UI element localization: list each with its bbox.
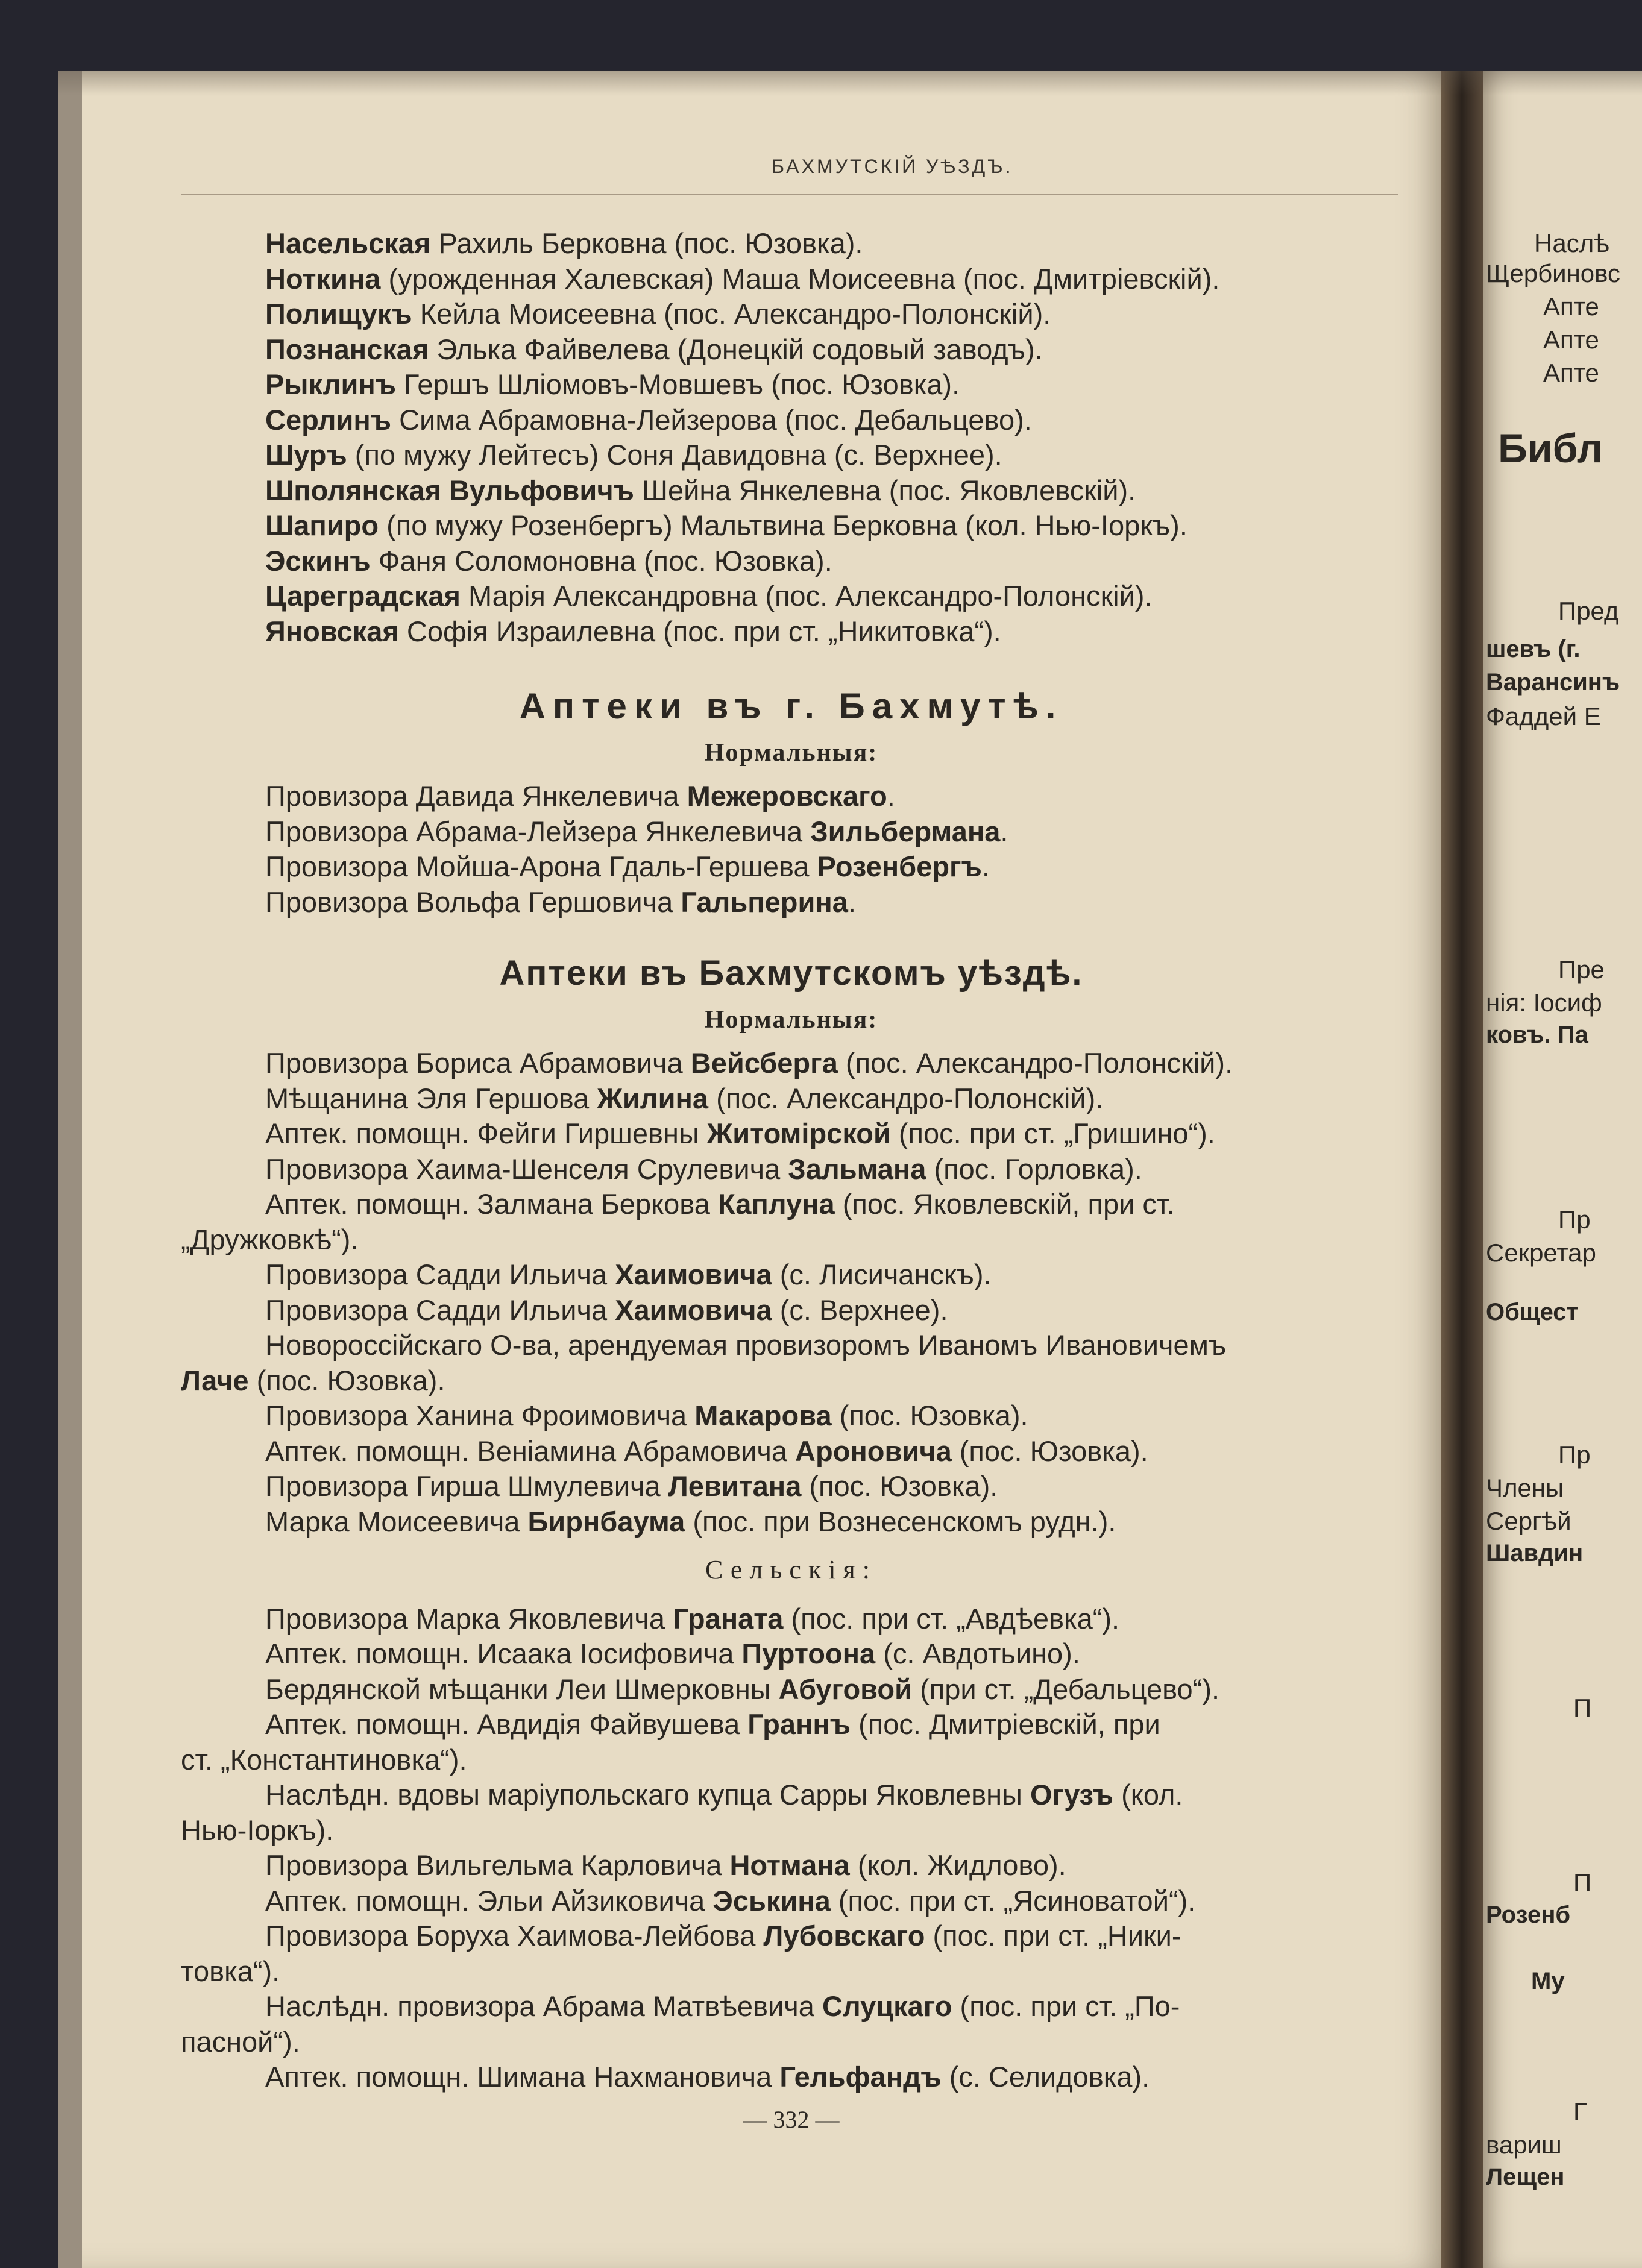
right-page-text: П [1573,1868,1592,1897]
right-page-text: ковъ. Па [1486,1022,1588,1048]
page-top-shadow [58,71,1642,95]
surname: Розенбергъ [817,850,982,882]
entry-text: (кол. [1113,1779,1183,1811]
list-item [181,1954,1401,1990]
list-item [181,1707,1401,1742]
surname: Полищукъ [265,298,412,330]
entry-text: Провизора Ханина Фроимовича [265,1399,695,1431]
surname: Межеровскаго [687,780,887,812]
entry-text: Кейла Моисеевна (пос. Александро-Полонскій). [412,298,1051,330]
surname: Абуговой [778,1673,913,1705]
entry-text: Элька Файвелева (Донецкій содовый заводъ). [429,333,1043,365]
surname: Познанская [265,333,429,365]
list-item [181,885,1401,920]
surname: Шполянская Вульфовичъ [265,474,634,506]
list-item [181,1293,1401,1328]
right-page-text: Фаддей Е [1486,702,1601,730]
list-item [181,1363,1401,1399]
list-item [181,1328,1401,1363]
right-page-text: П [1573,1694,1592,1722]
list-item [181,1398,1401,1434]
entry-text: Провизора Боруха Хаимова-Лейбова [265,1920,764,1952]
right-page [1483,71,1642,2268]
entry-text: (пос. при Вознесенскомъ рудн.). [685,1505,1116,1538]
entry-text: товка“). [181,1955,280,1987]
list-item [181,814,1401,850]
entry-text: Марка Моисеевича [265,1505,528,1538]
entry-text: Шейна Янкелевна (пос. Яковлевскій). [634,474,1136,506]
right-page-text: Г [1573,2097,1587,2126]
list-item [181,1777,1401,1813]
list-item [181,438,1401,473]
entry-text: Аптек. помощн. Авдидія Файвушева [265,1708,748,1740]
page-body [181,226,1401,2137]
entry-text: (пос. Юзовка). [831,1399,1028,1431]
page-edge [58,71,82,2268]
section-list [181,1601,1401,2095]
list-item [181,1469,1401,1504]
list-item [181,1813,1401,1849]
list-item [181,1504,1401,1540]
section-subtitle-rural: Сельскія: [705,1555,878,1585]
entry-text: Провизора Марка Яковлевича [265,1602,673,1635]
page-number: — 332 — [743,2105,840,2133]
list-item [181,508,1401,544]
surname: Жилина [597,1082,709,1114]
entry-text: Провизора Садди Ильича [265,1293,615,1326]
surname: Нотмана [729,1849,850,1881]
surname: Граннъ [747,1708,851,1740]
entry-text: (по мужу Розенбергъ) Мальтвина Берковна (кол. Нью-Іоркъ). [379,509,1187,541]
entry-text: (по мужу Лейтесъ) Соня Давидовна (с. Верхнее). [347,439,1002,471]
entry-text: Софія Израилевна (пос. при ст. „Никитовка“). [398,615,1001,647]
right-page-text: Апте [1543,292,1599,321]
section-title-bakhmut-city: Аптеки въ г. Бахмутѣ. [519,686,1063,726]
list-item [181,1848,1401,1883]
right-page-text: Библ [1498,426,1603,471]
surname: Яновская [265,615,399,647]
surname: Вейсберга [690,1047,838,1079]
entry-text: (пос. Горловка). [926,1152,1142,1185]
entry-text: ст. „Константиновка“). [181,1743,467,1776]
surname: Житомірской [706,1117,891,1149]
entry-text: (с. Верхнее). [772,1293,948,1326]
section-list [181,1046,1401,1539]
entry-text: Провизора Бориса Абрамовича [265,1047,691,1079]
surname: Хаимовича [615,1293,772,1326]
right-page-text: Шавдин [1486,1540,1584,1566]
surname: Каплуна [717,1188,835,1220]
entry-text: Марія Александровна (пос. Александро-Полонскій). [460,580,1153,612]
entry-text: (с. Селидовка). [941,2061,1150,2093]
entry-text: Фаня Соломоновна (пос. Юзовка). [370,544,832,577]
entry-text: Провизора Давида Янкелевича [265,780,687,812]
surname: Ноткина [265,262,381,295]
list-item [181,2025,1401,2060]
list-item [181,849,1401,885]
right-page-text: нія: Іосиф [1486,988,1602,1017]
list-item [181,1672,1401,1707]
entry-text: (при ст. „Дебальцево“). [912,1673,1220,1705]
entry-text: Провизора Абрама-Лейзера Янкелевича [265,815,811,847]
surname: Зальмана [788,1152,926,1185]
right-page-text: Пр [1558,1205,1591,1234]
right-page-text: Му [1531,1968,1565,1994]
entry-text: Мѣщанина Эля Гершова [265,1082,597,1114]
entry-text: (пос. при ст. „По- [952,1990,1180,2022]
entry-text: Провизора Хаима-Шенселя Срулевича [265,1152,788,1185]
entry-text: Новороссійскаго О-ва, арендуемая провизоромъ Иваномъ Ивановичемъ [265,1329,1227,1361]
surname: Пуртоона [741,1638,876,1670]
entry-text: Аптек. помощн. Веніамина Абрамовича [265,1434,796,1467]
entry-text: . [848,885,856,918]
right-page-text: Наслѣ [1534,229,1609,257]
entry-text: Гершъ Шліомовъ-Мовшевъ (пос. Юзовка). [396,368,960,400]
surname: Левитана [668,1470,802,1502]
surname: Огузъ [1030,1779,1114,1811]
right-page-text: Члены [1486,1474,1564,1502]
section-list [181,779,1401,920]
surname: Хаимовича [615,1258,772,1290]
list-item [181,1989,1401,2025]
entry-text: (пос. Юзовка). [248,1364,445,1396]
entry-text: пасной“). [181,2025,300,2058]
entry-text: Провизора Вольфа Гершовича [265,885,681,918]
entry-text: (пос. Яковлевскій, при ст. [834,1188,1175,1220]
list-item [181,367,1401,403]
list-item [181,2059,1401,2095]
entry-text: (с. Авдотьино). [875,1638,1080,1670]
entry-text: Наслѣдн. провизора Абрама Матвѣевича [265,1990,822,2022]
right-page-text: Щербиновс [1486,259,1621,287]
entry-text: Аптек. помощн. Шимана Нахмановича [265,2061,780,2093]
running-header: БАХМУТСКІЙ УѢЗДЪ. [772,155,1013,177]
list-item [181,297,1401,332]
entry-text: (пос. при ст. „Гришино“). [890,1117,1215,1149]
entry-text: (с. Лисичанскъ). [772,1258,992,1290]
list-item [181,262,1401,297]
surname: Эськина [712,1884,831,1917]
entry-text: Сима Абрамовна-Лейзерова (пос. Дебальцево). [391,403,1032,436]
list-item [181,1046,1401,1081]
right-page-text: Пр [1558,1440,1591,1469]
list-item [181,1883,1401,1919]
surname: Рыклинъ [265,368,396,400]
entry-text: Провизора Садди Ильича [265,1258,615,1290]
entry-text: . [887,780,895,812]
entry-text: (урожденная Халевская) Маша Моисеевна (пос. Дмитріевскій). [380,262,1220,295]
entry-text: Аптек. помощн. Залмана Беркова [265,1188,718,1220]
surname: Бирнбаума [527,1505,685,1538]
list-item [181,473,1401,509]
right-page-text: Пре [1558,955,1605,984]
right-page-text: вариш [1486,2131,1562,2159]
book-gutter [1441,71,1483,2268]
header-rule [181,194,1398,195]
list-item [181,1222,1401,1258]
surname: Макарова [694,1399,832,1431]
surname: Серлинъ [265,403,392,436]
list-item [181,1742,1401,1778]
right-page-text: Розенб [1486,1902,1571,1928]
surname: Лаче [181,1364,249,1396]
list-item [181,1081,1401,1117]
entry-text: (пос. Юзовка). [951,1434,1148,1467]
surname: Слуцкаго [822,1990,952,2022]
list-item [181,1257,1401,1293]
surname: Лубовскаго [763,1920,925,1952]
right-page-text: Пред [1558,597,1619,625]
surname: Шапиро [265,509,379,541]
entry-text: (пос. Юзовка). [801,1470,998,1502]
entry-text: Нью-Іоркъ). [181,1814,334,1846]
entry-text: Бердянской мѣщанки Леи Шмерковны [265,1673,779,1705]
right-page-text: Лещен [1486,2164,1565,2190]
right-page-text: Апте [1543,325,1599,354]
list-item [181,1601,1401,1637]
entry-text: Провизора Гирша Шмулевича [265,1470,668,1502]
list-item [181,544,1401,579]
entry-text: Аптек. помощн. Исаака Іосифовича [265,1638,742,1670]
intro-list [181,226,1401,649]
list-item [181,226,1401,262]
entry-text: (кол. Жидлово). [849,1849,1066,1881]
list-item [181,614,1401,650]
entry-text: Провизора Вильгельма Карловича [265,1849,730,1881]
section-title-bakhmut-district: Аптеки въ Бахмутскомъ уѣздѣ. [499,953,1083,993]
list-item [181,332,1401,368]
entry-text: Провизора Мойша-Арона Гдаль-Гершева [265,850,817,882]
entry-text: (пос. Дмитріевскій, при [851,1708,1160,1740]
entry-text: Аптек. помощн. Эльи Айзиковича [265,1884,713,1917]
right-page-text: Секретар [1486,1239,1596,1267]
entry-text: Наслѣдн. вдовы маріупольскаго купца Сарры Яковлевны [265,1779,1030,1811]
list-item [181,1918,1401,1954]
right-page-text: Общест [1486,1299,1579,1325]
entry-text: „Дружковкѣ“). [181,1223,359,1255]
entry-text: (пос. Александро-Полонскій). [708,1082,1104,1114]
surname: Ароновича [795,1434,952,1467]
surname: Граната [673,1602,784,1635]
surname: Насельская [265,227,431,259]
right-page-text: Сергѣй [1486,1507,1571,1535]
list-item [181,1434,1401,1469]
list-item [181,1636,1401,1672]
entry-text: (пос. при ст. „Ясиноватой“). [830,1884,1196,1917]
list-item [181,1187,1401,1222]
right-page-text: Апте [1543,359,1599,387]
entry-text: . [1000,815,1008,847]
section-subtitle: Нормальныя: [704,738,878,767]
entry-text: (пос. при ст. „Ники- [925,1920,1181,1952]
entry-text: . [981,850,990,882]
right-page-text: шевъ (г. [1486,636,1581,662]
list-item [181,779,1401,814]
surname: Зильбермана [810,815,1001,847]
surname: Гельфандъ [779,2061,942,2093]
surname: Гальперина [681,885,848,918]
entry-text: (пос. при ст. „Авдѣевка“). [783,1602,1120,1635]
surname: Эскинъ [265,544,371,577]
list-item [181,1152,1401,1187]
surname: Цареградская [265,580,461,612]
list-item [181,403,1401,438]
entry-text: Аптек. помощн. Фейги Гиршевны [265,1117,707,1149]
list-item [181,1116,1401,1152]
entry-text: Рахиль Берковна (пос. Юзовка). [430,227,863,259]
entry-text: (пос. Александро-Полонскій). [837,1047,1233,1079]
list-item [181,579,1401,614]
right-page-text: Варансинъ [1486,669,1620,696]
surname: Шуръ [265,439,347,471]
section-subtitle: Нормальныя: [704,1005,878,1034]
